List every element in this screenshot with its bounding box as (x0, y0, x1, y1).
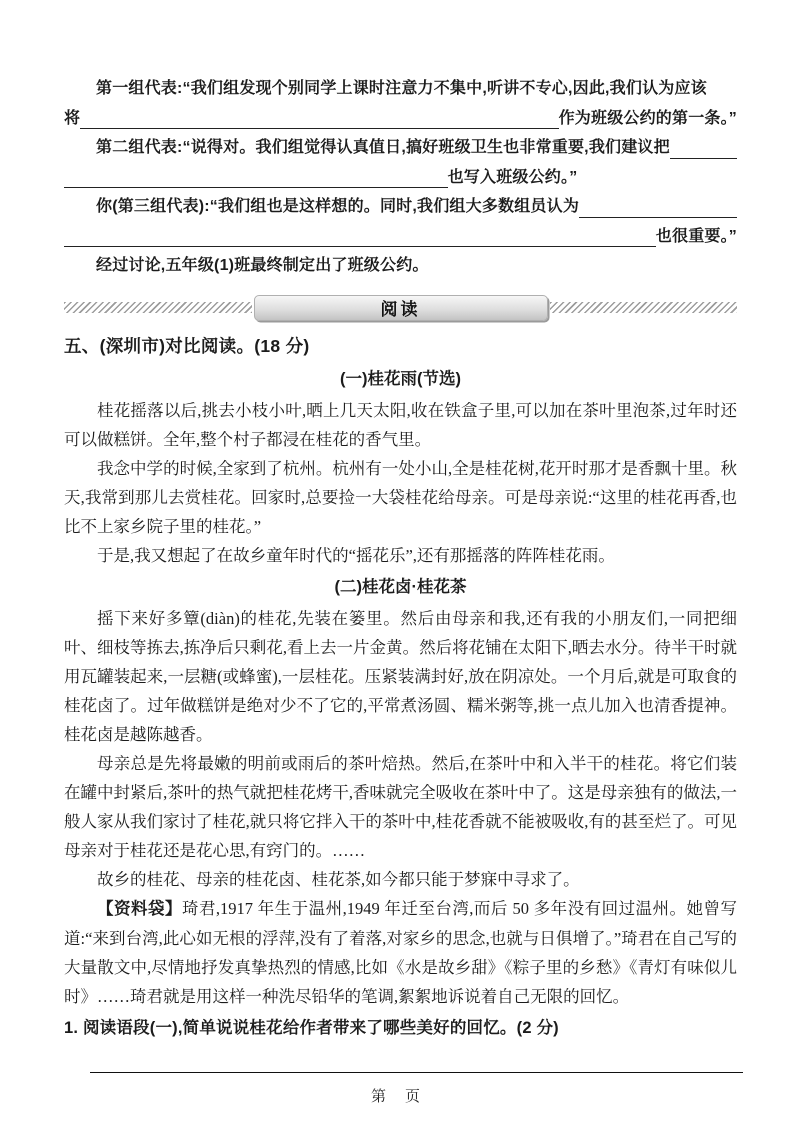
dialogue-line-4 (64, 163, 737, 193)
passage-1-paragraph: 我念中学的时候,全家到了杭州。杭州有一处小山,全是桂花树,花开时那才是香飘十里。秋天,我常到那儿去赏桂花。回家时,总要捡一大袋桂花给母亲。可是母亲说:“这里的桂花再香,也比不上家乡院子里的桂花。” (64, 458, 737, 536)
dialogue-line-2-suffix: 作为班级公约的第一条。” (558, 109, 737, 127)
passage-2-paragraph: 故乡的桂花、母亲的桂花卤、桂花茶,如今都只能于梦寐中寻求了。 (97, 869, 580, 889)
dialogue-line-1: 第一组代表:“我们组发现个别同学上课时注意力不集中,听讲不专心,因此,我们认为应该 (96, 80, 707, 97)
passage-2-title: (二)桂花卤·桂花茶 (334, 577, 467, 596)
dialogue-line-6 (64, 222, 737, 252)
passage-1-paragraph: 桂花摇落以后,挑去小枝小叶,晒上几天太阳,收在铁盒子里,可以加在茶叶里泡茶,过年时还可以做糕饼。全年,整个村子都浸在桂花的香气里。 (64, 400, 737, 449)
answer-blank-line (90, 1070, 743, 1073)
fill-in-blank (80, 108, 558, 129)
fill-in-blank (579, 197, 737, 218)
passage-1-paragraph: 于是,我又想起了在故乡童年时代的“摇花乐”,还有那摇落的阵阵桂花雨。 (97, 545, 615, 565)
info-bag-label: 【资料袋】 (97, 899, 182, 918)
dialogue-line-4-suffix: 也写入班级公约。” (447, 168, 578, 186)
divider-hatch-left (64, 302, 252, 313)
dialogue-line-5-text: 你(第三组代表):“我们组也是这样想的。同时,我们组大多数组员认为 (96, 198, 580, 215)
page-content (64, 74, 737, 1073)
fill-in-blank (64, 167, 448, 188)
dialogue-line-3 (64, 133, 737, 163)
dialogue-line-5 (64, 192, 737, 222)
dialogue-line-2-prefix: 将 (64, 109, 81, 127)
question-1-text: 1. 阅读语段(一),简单说说桂花给作者带来了哪些美好的回忆。(2 分) (64, 1018, 559, 1037)
passage-2-paragraph: 母亲总是先将最嫩的明前或雨后的茶叶焙热。然后,在茶叶中和入半干的桂花。将它们装在罐中封紧后,茶叶的热气就把桂花烤干,香味就完全吸收在茶叶中了。这是母亲独有的做法,一般人家从我们家讨了桂花,就只将它拌入干的茶叶中,桂花香就不能被吸收,有的甚至烂了。可见母亲对于桂花还是花心思,有窍门的。…… (64, 753, 737, 860)
passage-1 (64, 365, 737, 570)
fill-in-blank (670, 138, 737, 159)
dialogue-line-2 (64, 104, 737, 134)
discussion-section (64, 74, 737, 281)
info-bag-text: 琦君,1917 年生于温州,1949 年迁至台湾,而后 50 多年没有回过温州。她曾写道:“来到台湾,此心如无根的浮萍,没有了着落,对家乡的思念,也就与日俱增了。”琦君在自己写的大量散文中,尽情地抒发真挚热烈的情感,比如《水是故乡甜》《粽子里的乡愁》《青灯有味似儿时》……琦君就是用这样一种洗尽铅华的笔调,絮絮地诉说着自己无限的回忆。 (64, 898, 738, 1006)
passage-1-title: (一)桂花雨(节选) (340, 369, 461, 388)
passage-2-paragraph: 摇下来好多簟(diàn)的桂花,先装在篓里。然后由母亲和我,还有我的小朋友们,一同把细叶、细枝等拣去,拣净后只剩花,看上去一片金黄。然后将花铺在太阳下,晒去水分。待半干时就用瓦罐装起来,一层糖(或蜂蜜),一层桂花。压紧装满封好,放在阴凉处。一个月后,就是可取食的桂花卤了。过年做糕饼是绝对少不了它的,平常煮汤圆、糯米粥等,挑一点儿加入也清香提神。桂花卤是越陈越香。 (64, 608, 737, 744)
page-footer: 第 页 (370, 1088, 422, 1105)
fill-in-blank (64, 226, 656, 247)
passage-2 (64, 573, 737, 894)
dialogue-line-3-text: 第二组代表:“说得对。我们组觉得认真值日,搞好班级卫生也非常重要,我们建议把 (96, 139, 670, 156)
question5-heading: 五、(深圳市)对比阅读。(18 分) (64, 335, 310, 356)
reading-section (64, 331, 737, 1073)
section-divider-reading (64, 295, 737, 321)
divider-hatch-right (550, 302, 738, 313)
section-banner-label: 阅读 (254, 295, 548, 321)
dialogue-line-6-suffix: 也很重要。” (655, 227, 737, 245)
dialogue-line-7: 经过讨论,五年级(1)班最终制定出了班级公约。 (96, 257, 429, 274)
info-bag (64, 894, 737, 1011)
